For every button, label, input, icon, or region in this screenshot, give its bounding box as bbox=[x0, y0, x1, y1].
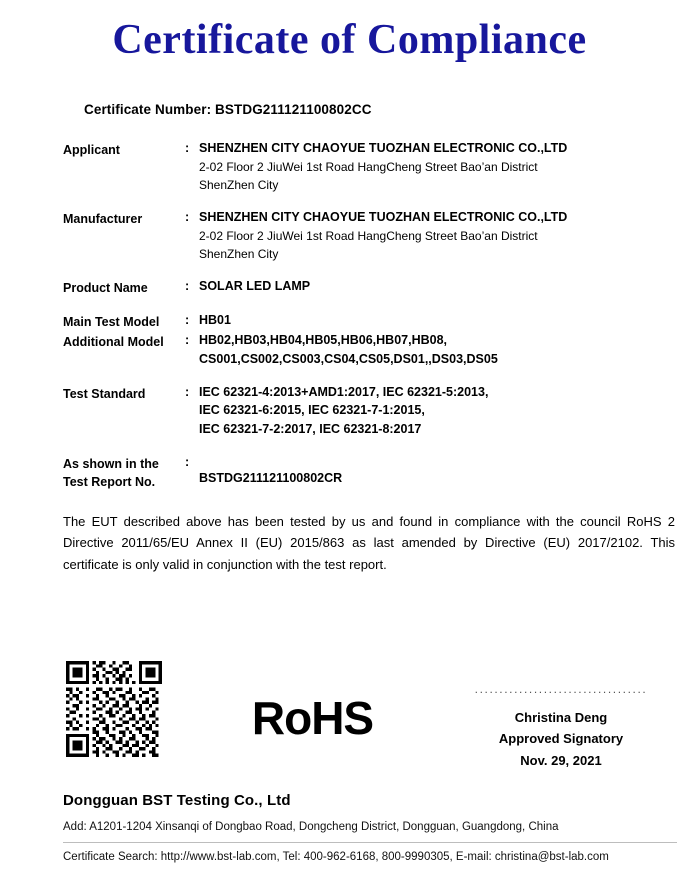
manufacturer-name: SHENZHEN CITY CHAOYUE TUOZHAN ELECTRONIC CO.,LTD bbox=[199, 210, 568, 225]
field-label-test-standard: Test Standard bbox=[63, 386, 146, 401]
signature-line: ................................... bbox=[474, 683, 648, 695]
product-name-value: SOLAR LED LAMP bbox=[199, 278, 311, 293]
field-label-test-report-line2: Test Report No. bbox=[63, 474, 156, 489]
field-colon-test-standard: : bbox=[185, 384, 190, 399]
page-title: Certificate of Compliance bbox=[112, 17, 587, 63]
spacer-row bbox=[63, 263, 663, 277]
spacer-row bbox=[63, 369, 663, 383]
spacer-row bbox=[63, 439, 663, 453]
field-value-additional-model bbox=[199, 331, 663, 369]
test-standard-line1: IEC 62321-4:2013+AMD1:2017, IEC 62321-5:2013, bbox=[199, 384, 489, 399]
field-value-main-test-model bbox=[199, 311, 663, 331]
field-label-test-report bbox=[63, 453, 185, 491]
field-row-main-test-model bbox=[63, 311, 663, 331]
field-value-test-report bbox=[199, 453, 663, 491]
spacer-row bbox=[63, 297, 663, 311]
field-colon-additional-model: : bbox=[185, 333, 190, 348]
signatory-name: Christina Deng bbox=[514, 710, 608, 725]
field-colon-manufacturer: : bbox=[185, 210, 190, 225]
field-label-applicant: Applicant bbox=[63, 143, 120, 158]
footer-divider bbox=[63, 842, 677, 843]
certificate-number bbox=[84, 102, 699, 117]
field-label-manufacturer: Manufacturer bbox=[63, 212, 143, 227]
applicant-address-line1: 2-02 Floor 2 JiuWei 1st Road HangCheng Street Bao’an District bbox=[199, 160, 538, 175]
certificate-page bbox=[0, 16, 699, 886]
main-test-model-value: HB01 bbox=[199, 312, 231, 327]
issuing-company: Dongguan BST Testing Co., Ltd bbox=[63, 792, 291, 809]
company-address: Add: A1201-1204 Xinsanqi of Dongbao Road, Dongcheng District, Dongguan, Guangdong, China bbox=[63, 821, 559, 833]
field-label-product-name: Product Name bbox=[63, 280, 148, 295]
certificate-fields-table bbox=[63, 139, 663, 491]
field-value-test-standard bbox=[199, 383, 663, 439]
applicant-name: SHENZHEN CITY CHAOYUE TUOZHAN ELECTRONIC CO.,LTD bbox=[199, 141, 568, 156]
field-row-applicant bbox=[63, 139, 663, 194]
field-colon-main-test-model: : bbox=[185, 312, 190, 327]
certificate-footer bbox=[0, 792, 699, 863]
certificate-number-label: Certificate Number: bbox=[84, 102, 212, 118]
field-row-product-name bbox=[63, 277, 663, 297]
field-label-test-report-line1: As shown in the bbox=[63, 456, 159, 471]
field-colon-test-report: : bbox=[185, 454, 190, 469]
field-row-additional-model bbox=[63, 331, 663, 369]
field-row-test-report bbox=[63, 453, 663, 491]
field-row-test-standard bbox=[63, 383, 663, 439]
bottom-row bbox=[0, 661, 699, 771]
field-colon-applicant: : bbox=[185, 141, 190, 156]
signature-date: Nov. 29, 2021 bbox=[520, 752, 602, 768]
certificate-bottom-section bbox=[0, 661, 699, 771]
field-value-manufacturer bbox=[199, 208, 663, 263]
field-value-product-name bbox=[199, 277, 663, 297]
field-row-manufacturer bbox=[63, 208, 663, 263]
certificate-number-value: BSTDG211121100802CC bbox=[215, 102, 372, 118]
test-standard-line3: IEC 62321-7-2:2017, IEC 62321-8:2017 bbox=[199, 422, 422, 437]
signatory-role: Approved Signatory bbox=[498, 731, 624, 747]
additional-model-line1: HB02,HB03,HB04,HB05,HB06,HB07,HB08, bbox=[199, 333, 448, 348]
applicant-address-line2: ShenZhen City bbox=[199, 178, 279, 193]
field-label-main-test-model: Main Test Model bbox=[63, 314, 160, 329]
field-colon-product-name: : bbox=[185, 278, 190, 293]
certificate-search-info: Certificate Search: http://www.bst-lab.com, Tel: 400-962-6168, 800-9990305, E-mail: christina@bst-lab.com bbox=[63, 851, 609, 863]
rohs-mark: RoHS bbox=[251, 692, 374, 744]
field-value-applicant bbox=[199, 139, 663, 194]
signature-block bbox=[463, 661, 659, 771]
additional-model-line2: CS001,CS002,CS003,CS04,CS05,DS01,,DS03,DS05 bbox=[199, 351, 498, 366]
spacer-row bbox=[63, 194, 663, 208]
field-label-additional-model: Additional Model bbox=[63, 335, 164, 350]
test-report-number: BSTDG211121100802CR bbox=[199, 470, 343, 485]
qr-code-icon bbox=[66, 661, 162, 757]
compliance-statement: The EUT described above has been tested by us and found in compliance with the council RoHS 2 Directive 2011/65/EU Annex II (EU) 2015/863 as last amended by Directive (EU) 2017/2102. This certificate is only valid in conjunction with the test report. bbox=[63, 514, 675, 572]
manufacturer-address-line1: 2-02 Floor 2 JiuWei 1st Road HangCheng Street Bao’an District bbox=[199, 228, 538, 243]
manufacturer-address-line2: ShenZhen City bbox=[199, 246, 279, 261]
test-standard-line2: IEC 62321-6:2015, IEC 62321-7-1:2015, bbox=[199, 403, 425, 418]
